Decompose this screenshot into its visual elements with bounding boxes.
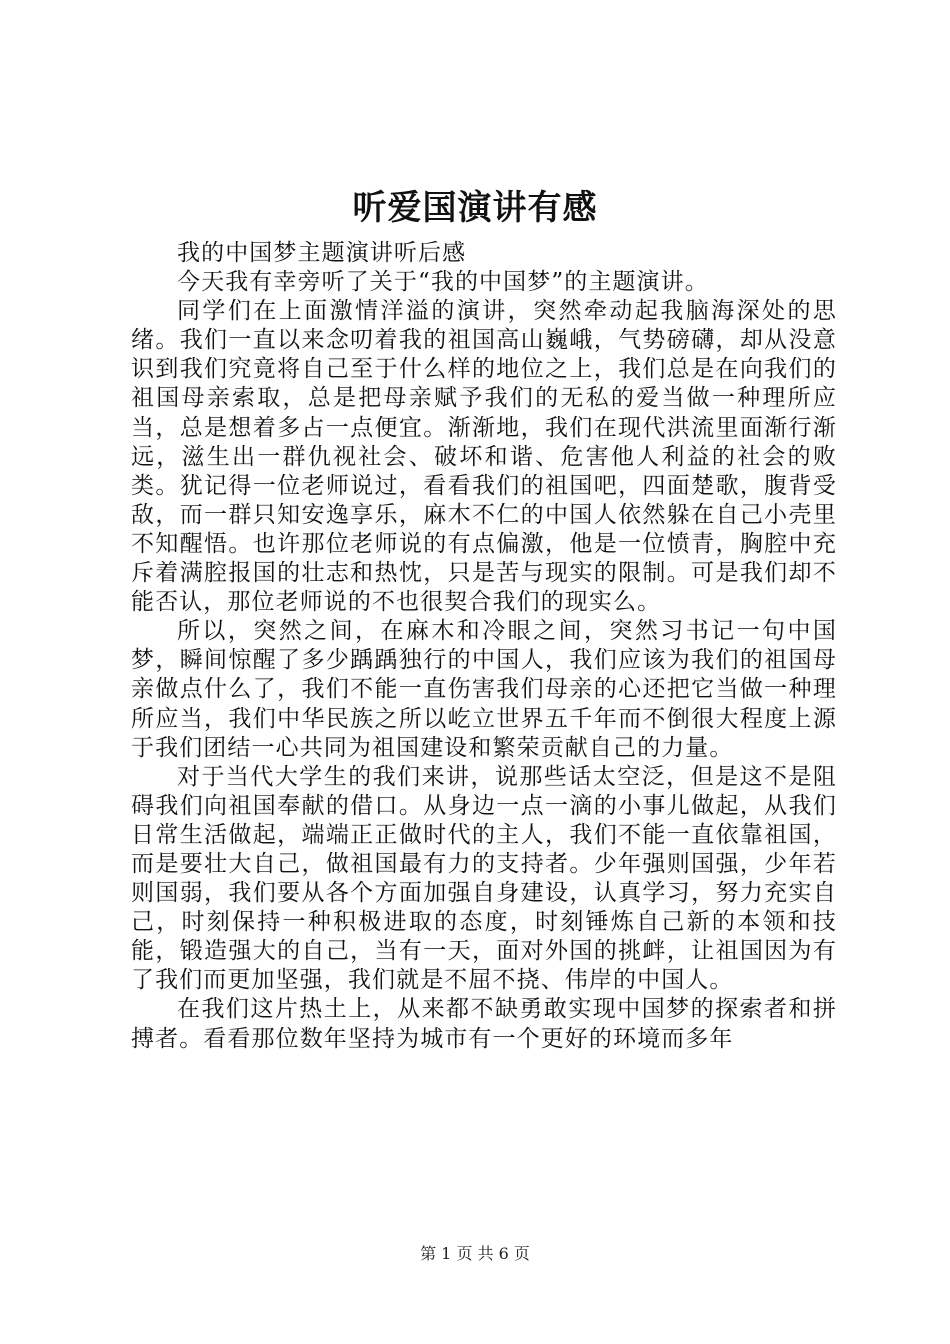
paragraph: 所以，突然之间，在麻木和冷眼之间，突然习书记一句中国梦，瞬间惊醒了多少踽踽独行的中国人，我们应该为我们的祖国母亲做点什么了，我们不能一直伤害我们母亲的心还把它当做一种理所应当，我们中华民族之所以屹立世界五千年而不倒很大程度上源于我们团结一心共同为祖国建设和繁荣贡献自己的力量。 <box>131 618 837 761</box>
paragraph: 在我们这片热土上，从来都不缺勇敢实现中国梦的探索者和拼搏者。看看那位数年坚持为城市有一个更好的环境而多年 <box>131 996 837 1052</box>
page-footer: 第 1 页 共 6 页 <box>420 1244 530 1263</box>
paragraph-intro: 今天我有幸旁听了关于“我的中国梦”的主题演讲。 <box>177 269 709 296</box>
paragraph: 同学们在上面激情洋溢的演讲，突然牵动起我脑海深处的思绪。我们一直以来念叨着我的祖国高山巍峨，气势磅礴，却从没意识到我们究竟将自己至于什么样的地位之上，我们总是在向我们的祖国母亲索取，总是把母亲赋予我们的无私的爱当做一种理所应当，总是想着多占一点便宜。渐渐地，我们在现代洪流里面渐行渐远，滋生出一群仇视社会、破坏和谐、危害他人利益的社会的败类。犹记得一位老师说过，看看我们的祖国吧，四面楚歌，腹背受敌，而一群只知安逸享乐，麻木不仁的中国人依然躲在自己小壳里不知醒悟。也许那位老师说的有点偏激，他是一位愤青，胸腔中充斥着满腔报国的壮志和热忱，只是苦与现实的限制。可是我们却不能否认，那位老师说的不也很契合我们的现实么。 <box>131 298 837 616</box>
document-body <box>131 239 837 1054</box>
document-title: 听爱国演讲有感 <box>352 188 598 228</box>
paragraph-subtitle: 我的中国梦主题演讲听后感 <box>177 240 467 266</box>
paragraph: 对于当代大学生的我们来讲，说那些话太空泛，但是这不是阻碍我们向祖国奉献的借口。从身边一点一滴的小事儿做起，从我们日常生活做起，端端正正做时代的主人，我们不能一直依靠祖国，而是要壮大自己，做祖国最有力的支持者。少年强则国强，少年若则国弱，我们要从各个方面加强自身建设，认真学习，努力充实自己，时刻保持一种积极进取的态度，时刻锤炼自己新的本领和技能，锻造强大的自己，当有一天，面对外国的挑衅，让祖国因为有了我们而更加坚强，我们就是不屈不挠、伟岸的中国人。 <box>131 763 837 994</box>
